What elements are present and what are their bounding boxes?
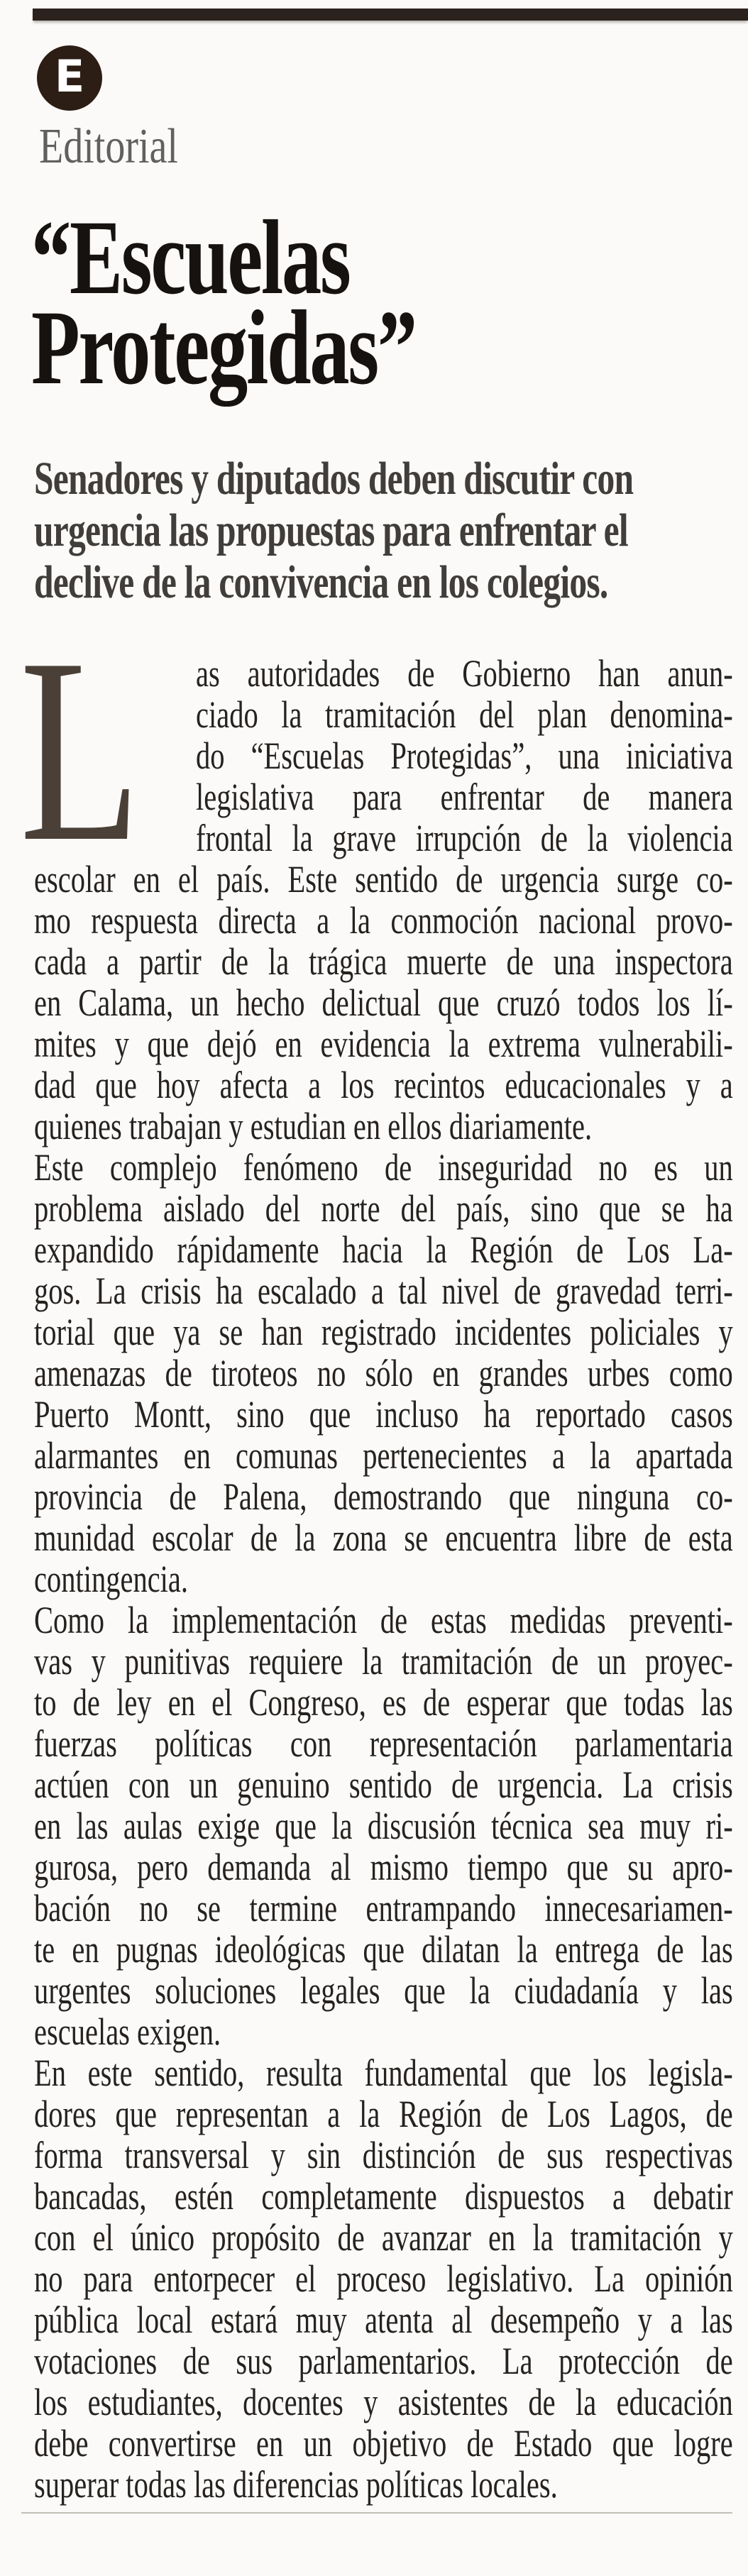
body-line: gos. La crisis ha escalado a tal nivel de gravedad terri- [34, 1270, 733, 1312]
body-paragraph [34, 1147, 733, 1600]
body-line: En este sentido, resulta fundamental que los legisla- [34, 2052, 733, 2094]
body-line: Puerto Montt, sino que incluso ha reportado casos [34, 1393, 733, 1436]
body-line: do “Escuelas Protegidas”, una iniciativa [196, 734, 733, 777]
body-line: en Calama, un hecho delictual que cruzó todos los lí- [34, 981, 733, 1024]
body-line: torial que ya se han registrado incidentes policiales y [34, 1311, 733, 1353]
body-line: vas y punitivas requiere la tramitación de un proyec- [34, 1640, 733, 1683]
body-paragraph [34, 2052, 733, 2505]
article-headline [31, 199, 723, 407]
body-line: en las aulas exige que la discusión técnica sea muy ri- [34, 1805, 733, 1847]
body-line: con el único propósito de avanzar en la tramitación y [34, 2216, 733, 2259]
body-line: no para entorpecer el proceso legislativo. La opinión [34, 2257, 733, 2300]
body-line: as autoridades de Gobierno han anun- [196, 652, 733, 695]
headline-line: “Escuelas [31, 199, 350, 317]
body-line: los estudiantes, docentes y asistentes de la educación [34, 2381, 733, 2423]
section-label: Editorial [39, 119, 178, 174]
body-line: munidad escolar de la zona se encuentra libre de esta [34, 1517, 733, 1559]
body-line: frontal la grave irrupción de la violencia [196, 817, 733, 859]
body-line: forma transversal y sin distinción de sus respectivas [34, 2134, 733, 2176]
body-line: expandido rápidamente hacia la Región de Los La- [34, 1228, 733, 1271]
body-line: fuerzas políticas con representación parlamentaria [34, 1722, 733, 1765]
deck-line: declive de la convivencia en los colegios. [34, 556, 608, 608]
body-line: te en pugnas ideológicas que dilatan la entrega de las [34, 1928, 733, 1971]
body-line: debe convertirse en un objetivo de Estado que logre [34, 2422, 733, 2465]
body-paragraph [34, 1600, 733, 2052]
drop-cap: L [19, 605, 141, 896]
body-line: contingencia. [34, 1558, 189, 1600]
body-line: gurosa, pero demanda al mismo tiempo que su apro- [34, 1846, 733, 1888]
top-rule-bar [33, 9, 748, 21]
body-line: urgentes soluciones legales que la ciudadanía y las [34, 1969, 733, 2012]
body-line: Este complejo fenómeno de inseguridad no es un [34, 1146, 733, 1189]
body-line: escuelas exigen. [34, 2010, 221, 2053]
body-line: actúen con un genuino sentido de urgencia. La crisis [34, 1763, 733, 1806]
body-line: alarmantes en comunas pertenecientes a la apartada [34, 1434, 733, 1477]
body-line: votaciones de sus parlamentarios. La protección de [34, 2340, 733, 2382]
bottom-rule [21, 2512, 732, 2514]
body-line: bación no se termine entrampando innecesariamen- [34, 1887, 733, 1930]
body-line: cada a partir de la trágica muerte de una inspectora [34, 940, 733, 983]
body-line: mites y que dejó en evidencia la extrema vulnerabili- [34, 1023, 733, 1065]
body-line: quienes trabajan y estudian en ellos diariamente. [34, 1105, 593, 1147]
body-line: problema aislado del norte del país, sino que se ha [34, 1187, 733, 1230]
editorial-logo-badge [37, 45, 102, 111]
editorial-logo-letter: E [54, 50, 85, 102]
deck-line: urgencia las propuestas para enfrentar el [34, 505, 628, 556]
body-line: bancadas, estén completamente dispuestos a debatir [34, 2175, 733, 2218]
body-line: amenazas de tiroteos no sólo en grandes urbes como [34, 1352, 733, 1394]
article-deck [34, 453, 710, 608]
body-line: Como la implementación de estas medidas preventi- [34, 1599, 733, 1641]
body-line: pública local estará muy atenta al desempeño y a las [34, 2299, 733, 2341]
body-line: to de ley en el Congreso, es de esperar que todas las [34, 1681, 733, 1724]
body-line: ciado la tramitación del plan denomina- [196, 693, 733, 736]
body-line: dores que representan a la Región de Los Lagos, de [34, 2093, 733, 2135]
body-line: legislativa para enfrentar de manera [196, 776, 733, 818]
body-line: escolar en el país. Este sentido de urgencia surge co- [34, 858, 733, 901]
body-line: dad que hoy afecta a los recintos educacionales y a [34, 1064, 733, 1106]
article-body [19, 605, 733, 2506]
headline-line: Protegidas” [31, 289, 416, 407]
body-line: provincia de Palena, demostrando que ninguna co- [34, 1475, 733, 1518]
body-line: superar todas las diferencias políticas locales. [34, 2463, 558, 2506]
deck-line: Senadores y diputados deben discutir con [34, 453, 634, 505]
body-line: mo respuesta directa a la conmoción nacional provo- [34, 899, 733, 942]
